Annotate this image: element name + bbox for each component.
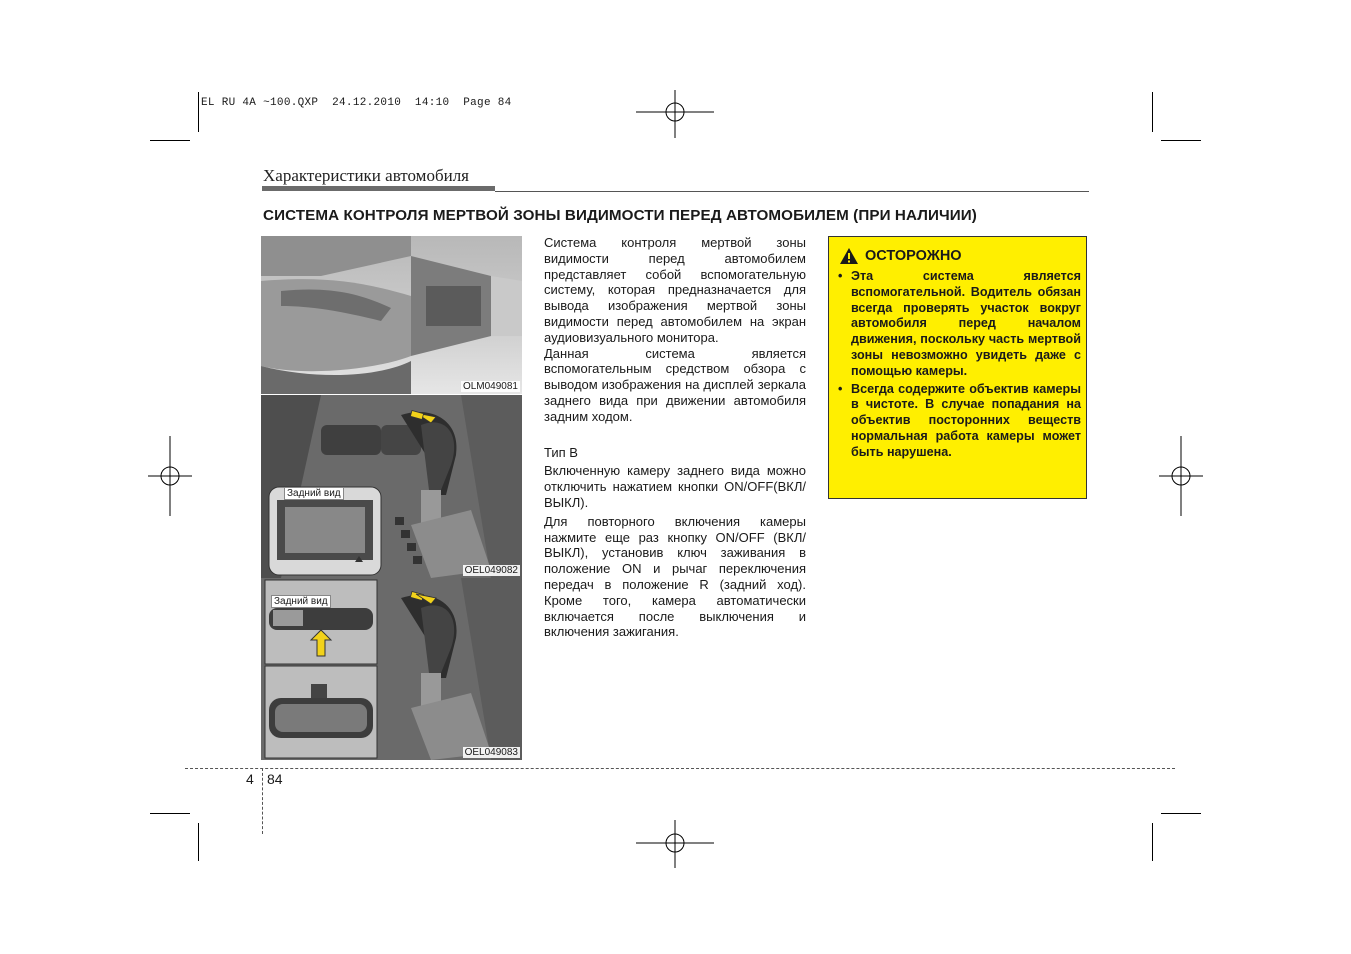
rear-view-callout: Задний вид [271,595,331,608]
footer-rule [185,768,1175,769]
caution-box [828,236,1087,499]
caution-list [837,269,1081,463]
figure-code: OEL049082 [464,565,518,576]
page-number: 84 [267,771,283,787]
registration-mark-right [1159,436,1203,516]
section-bar [262,186,495,191]
rear-view-callout: Задний вид [284,487,344,500]
page-heading: СИСТЕМА КОНТРОЛЯ МЕРТВОЙ ЗОНЫ ВИДИМОСТИ ПЕРЕД АВТОМОБИЛЕМ (ПРИ НАЛИЧИИ) [263,207,977,224]
caution-title: ОСТОРОЖНО [865,248,962,264]
caution-item: • Всегда содержите объектив камеры в чистоте. В случае попадания на объектив посторонних веществ нормальная работа камеры может быть нарушена. [837,382,1081,461]
chapter-number: 4 [246,771,254,787]
figure-code: OLM049081 [462,381,518,392]
body-text-column [544,235,806,640]
paragraph: Для повторного включения камеры нажмите еще раз кнопку ON/OFF (ВКЛ/ВЫКЛ), установив ключ заживания в положение ON и рычаг переключения передач в положение R (задний ход). Кроме того, камера автоматически включается после выключения и включения зажигания. [544,513,806,640]
figure-console-type-a [261,395,522,578]
caution-item: • Эта система является вспомогательной. Водитель обязан всегда проверять участок вокруг автомобиля перед началом движения, поскольку часть мертвой зоны невозможно увидеть даже с помощью камеры. [837,269,1081,380]
paragraph: Данная система является вспомогательным средством обзора с выводом изображения на дисплей зеркала заднего вида при движении автомобиля задним ходом. [544,345,806,424]
registration-mark-left [148,436,192,516]
figure-console-type-b [261,578,522,760]
car-rear-illustration [261,236,522,394]
registration-mark-bottom [636,820,714,870]
caution-header [839,247,962,265]
figure-code: OEL049083 [464,747,518,758]
section-rule [495,191,1089,192]
print-slug: EL RU 4A ~100.QXP 24.12.2010 14:10 Page 84 [201,97,512,109]
section-title: Характеристики автомобиля [263,166,469,185]
footer-divider [262,768,263,834]
registration-mark-top [636,90,714,140]
figure-car-rear [261,236,522,394]
subheading-type-b: Тип B [544,444,578,460]
paragraph: Система контроля мертвой зоны видимости перед автомобилем представляет собой вспомогательную систему, которая предназначается для вывода изображения мертвой зоны видимости перед автомобилем на экран аудиовизуального монитора. [544,235,806,345]
warning-triangle-icon [839,247,859,265]
paragraph: Включенную камеру заднего вида можно отключить нажатием кнопки ON/OFF(ВКЛ/ВЫКЛ). [544,463,806,510]
